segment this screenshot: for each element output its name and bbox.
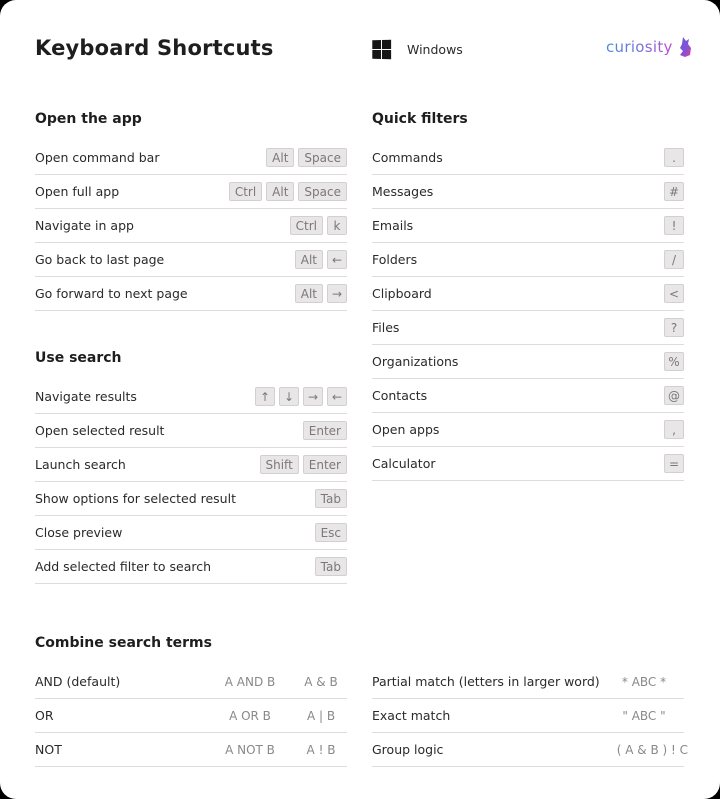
filter-row: [372, 175, 684, 209]
arrow-right-key: →: [303, 387, 323, 406]
operator-example: * ABC *: [621, 674, 667, 689]
shortcut-row: [35, 141, 347, 175]
filter-label: Organizations: [372, 354, 459, 369]
key: Shift: [260, 455, 299, 474]
filter-label: Clipboard: [372, 286, 432, 301]
key: Ctrl: [290, 216, 323, 235]
filter-label: Messages: [372, 184, 434, 199]
os-label: Windows: [407, 42, 463, 57]
operator-label: Exact match: [372, 708, 451, 723]
key: k: [327, 216, 347, 235]
key: Ctrl: [229, 182, 262, 201]
section-title-open-app: Open the app: [35, 111, 142, 127]
shortcut-row: [35, 414, 347, 448]
quick-filters-list: [372, 141, 684, 481]
key: Tab: [315, 557, 347, 576]
os-indicator: [372, 40, 463, 59]
combine-left-list: [35, 665, 347, 767]
shortcut-label: Open full app: [35, 184, 120, 199]
operator-label: Group logic: [372, 742, 444, 757]
operator-example: A NOT B: [225, 742, 275, 757]
operator-example: " ABC ": [622, 708, 666, 723]
key: Esc: [315, 523, 347, 542]
brand-name: curiosity: [606, 38, 673, 56]
filter-label: Calculator: [372, 456, 436, 471]
filter-row: [372, 311, 684, 345]
shortcut-row: [35, 380, 347, 414]
key: ?: [664, 318, 684, 337]
filter-row: [372, 379, 684, 413]
windows-icon: [372, 40, 391, 59]
section-title-quick-filters: Quick filters: [372, 111, 468, 127]
arrow-up-key: ↑: [255, 387, 275, 406]
key: Space: [298, 182, 347, 201]
operator-row: [372, 665, 684, 699]
key: Tab: [315, 489, 347, 508]
operator-label: AND (default): [35, 674, 121, 689]
key: Enter: [303, 421, 347, 440]
filter-row: [372, 243, 684, 277]
operator-symbol: A | B: [306, 708, 336, 723]
open-app-list: [35, 141, 347, 311]
shortcut-row: [35, 277, 347, 311]
arrow-left-key: ←: [327, 250, 347, 269]
filter-label: Files: [372, 320, 400, 335]
key: Alt: [266, 148, 294, 167]
shortcut-label: Go forward to next page: [35, 286, 188, 301]
key: =: [664, 454, 684, 473]
shortcut-row: [35, 448, 347, 482]
shortcut-row: [35, 243, 347, 277]
shortcut-label: Launch search: [35, 457, 126, 472]
section-title-use-search: Use search: [35, 350, 122, 366]
key: Alt: [266, 182, 294, 201]
shortcut-row: [35, 175, 347, 209]
filter-label: Folders: [372, 252, 418, 267]
key: #: [664, 182, 684, 201]
combine-right-list: [372, 665, 688, 767]
key: .: [664, 148, 684, 167]
key: <: [664, 284, 684, 303]
shortcut-label: Close preview: [35, 525, 123, 540]
filter-label: Emails: [372, 218, 414, 233]
filter-row: [372, 345, 684, 379]
filter-row: [372, 447, 684, 481]
filter-row: [372, 413, 684, 447]
filter-label: Open apps: [372, 422, 440, 437]
shortcut-label: Go back to last page: [35, 252, 165, 267]
page-title: Keyboard Shortcuts: [35, 36, 274, 60]
arrow-right-key: →: [327, 284, 347, 303]
arrow-down-key: ↓: [279, 387, 299, 406]
shortcut-row: [35, 209, 347, 243]
shortcut-row: [35, 516, 347, 550]
filter-row: [372, 277, 684, 311]
shortcut-label: Navigate in app: [35, 218, 134, 233]
arrow-left-key: ←: [327, 387, 347, 406]
key: /: [664, 250, 684, 269]
brand-logo: [606, 36, 692, 58]
operator-symbol: A ! B: [306, 742, 336, 757]
shortcut-label: Navigate results: [35, 389, 137, 404]
section-title-combine: Combine search terms: [35, 635, 212, 651]
filter-label: Commands: [372, 150, 443, 165]
shortcut-row: [35, 550, 347, 584]
key: ,: [664, 420, 684, 439]
shortcut-label: Open command bar: [35, 150, 160, 165]
operator-row: [372, 699, 684, 733]
use-search-list: [35, 380, 347, 584]
shortcut-row: [35, 482, 347, 516]
filter-row: [372, 141, 684, 175]
operator-row: [35, 699, 347, 733]
key: Alt: [295, 284, 323, 303]
shortcut-label: Open selected result: [35, 423, 165, 438]
shortcut-label: Add selected filter to search: [35, 559, 212, 574]
filter-row: [372, 209, 684, 243]
operator-row: [35, 733, 347, 767]
operator-label: OR: [35, 708, 54, 723]
curiosity-logo-icon: [678, 36, 692, 58]
operator-row: [372, 733, 688, 767]
key: Alt: [295, 250, 323, 269]
operator-label: Partial match (letters in larger word): [372, 674, 600, 689]
key: Space: [298, 148, 347, 167]
operator-example: A OR B: [229, 708, 271, 723]
key: @: [664, 386, 684, 405]
filter-label: Contacts: [372, 388, 428, 403]
operator-example: A AND B: [224, 674, 276, 689]
key: %: [664, 352, 684, 371]
operator-label: NOT: [35, 742, 62, 757]
key: Enter: [303, 455, 347, 474]
key: !: [664, 216, 684, 235]
operator-example: ( A & B ) ! C: [616, 742, 688, 757]
operator-symbol: A & B: [304, 674, 338, 689]
shortcut-label: Show options for selected result: [35, 491, 236, 506]
operator-row: [35, 665, 347, 699]
